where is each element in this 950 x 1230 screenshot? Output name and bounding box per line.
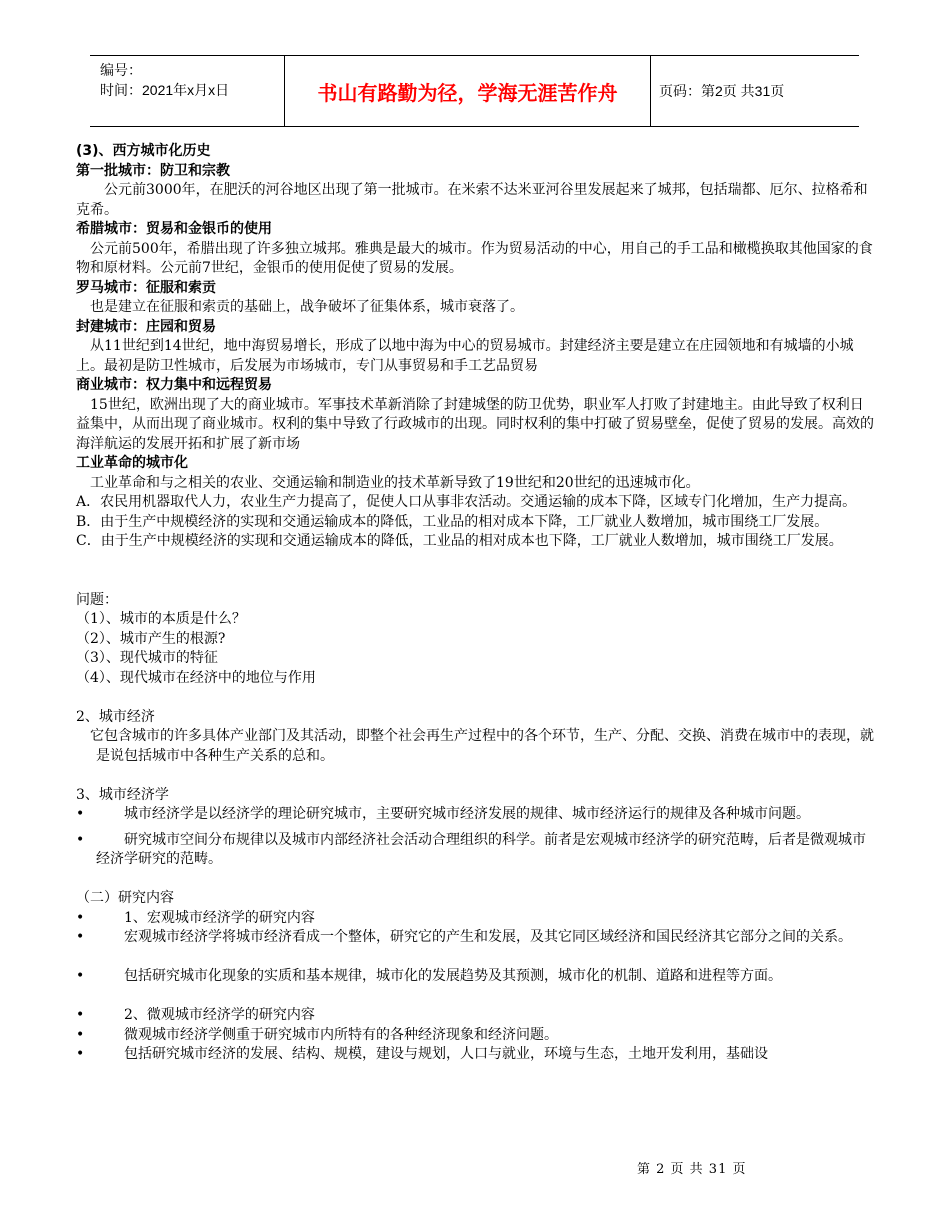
section-title: (3)、西方城市化历史	[76, 143, 211, 159]
paragraph: 公元前3000年，在肥沃的河谷地区出现了第一批城市。在米索不达米亚河谷里发展起来了城邦，包括瑞都、厄尔、拉格希和克希。	[76, 182, 868, 218]
paragraph: C．由于生产中规模经济的实现和交通运输成本的降低，工业品的相对成本也下降，工厂就业人数增加，城市围绕工厂发展。	[76, 533, 843, 549]
paragraph: 公元前500年，希腊出现了许多独立城邦。雅典是最大的城市。作为贸易活动的中心，用自己的手工品和橄榄换取其他国家的食物和原材料。公元前7世纪，金银币的使用促使了贸易的发展。	[76, 240, 873, 276]
paragraph: B．由于生产中规模经济的实现和交通运输成本的降低，工业品的相对成本下降，工厂就业人数增加，城市围绕工厂发展。	[76, 513, 829, 530]
question-item: （4）、现代城市在经济中的地位与作用	[76, 669, 316, 686]
section-heading: 3、城市经济学	[76, 786, 169, 803]
bullet-item: • 包括研究城市经济的发展、结构、规模，建设与规划，人口与就业，环境与生态，土地开发利用，基础设	[76, 1045, 876, 1065]
header-page-info: 页码：第2页 共31页	[659, 83, 785, 99]
page-footer: 第 2 页 共 31 页	[637, 1162, 747, 1177]
bullet-marker: •	[76, 1046, 85, 1062]
section-heading: （二）研究内容	[76, 890, 174, 906]
subheading: 封建城市：庄园和贸易	[76, 318, 216, 335]
page-header	[90, 55, 859, 127]
subheading: 商业城市：权力集中和远程贸易	[76, 377, 272, 393]
question-item: （2）、城市产生的根源?	[76, 630, 226, 647]
bullet-item: • 研究城市空间分布规律以及城市内部经济社会活动合理组织的科学。前者是宏观城市经济学的研究范畴，后者是微观城市经济学研究的范畴。	[76, 831, 876, 870]
bullet-item: • 包括研究城市化现象的实质和基本规律，城市化的发展趋势及其预测，城市化的机制、道路和进程等方面。	[76, 967, 876, 987]
bullet-marker: •	[76, 1026, 85, 1043]
paragraph: 它包含城市的许多具体产业部门及其活动，即整个社会再生产过程中的各个环节，生产、分配、交换、消费在城市中的表现，就是说包括城市中各种生产关系的总和。	[90, 728, 874, 764]
subheading: 罗马城市：征服和索贡	[76, 279, 216, 296]
header-motto: 书山有路勤为径，学海无涯苦作舟	[285, 56, 651, 126]
document-number-label: 编号：	[100, 62, 142, 78]
paragraph: 工业革命和与之相关的农业、交通运输和制造业的技术革新导致了19世纪和20世纪的迅速城市化。	[90, 474, 700, 491]
paragraph: A．农民用机器取代人力，农业生产力提高了，促使人口从事非农活动。交通运输的成本下降，区域专门化增加，生产力提高。	[76, 494, 857, 510]
question-item: （3）、现代城市的特征	[76, 650, 218, 666]
bullet-marker: •	[76, 806, 85, 822]
document-body	[76, 142, 876, 1065]
bullet-marker: •	[76, 929, 85, 945]
bullet-item: • 宏观城市经济学将城市经济看成一个整体，研究它的产生和发展，及其它同区域经济和国民经济其它部分之间的关系。	[76, 928, 876, 948]
bullet-marker: •	[76, 1007, 85, 1023]
question-item: （1）、城市的本质是什么？	[76, 611, 246, 627]
subheading: 第一批城市：防卫和宗教	[76, 162, 230, 179]
document-time: 时间：2021年x月x日	[100, 82, 230, 98]
paragraph: 从11世纪到14世纪，地中海贸易增长，形成了以地中海为中心的贸易城市。封建经济主要是建立在庄园领地和有城墙的小城上。最初是防卫性城市，后发展为市场城市，专门从事贸易和手工艺品贸易	[76, 338, 854, 374]
bullet-marker: •	[76, 968, 85, 984]
subheading: 希腊城市：贸易和金银币的使用	[76, 221, 272, 237]
paragraph: 也是建立在征服和索贡的基础上，战争破坏了征集体系，城市衰落了。	[90, 299, 524, 315]
bullet-marker: •	[76, 831, 85, 848]
questions-title: 问题：	[76, 591, 118, 608]
subheading: 工业革命的城市化	[76, 455, 188, 471]
bullet-item: • 2、微观城市经济学的研究内容	[76, 1006, 876, 1026]
section-heading: 2、城市经济	[76, 708, 155, 725]
header-meta	[90, 56, 285, 126]
bullet-item: • 1、宏观城市经济学的研究内容	[76, 909, 876, 929]
paragraph: 15世纪，欧洲出现了大的商业城市。军事技术革新消除了封建城堡的防卫优势，职业军人打败了封建地主。由此导致了权利日益集中，从而出现了商业城市。权利的集中导致了行政城市的出现。同时权利的集中打破了贸易壁垒，促使了贸易的发展。高效的海洋航运的发展开拓和扩展了新市场	[76, 396, 874, 452]
bullet-marker: •	[76, 909, 85, 926]
bullet-item: • 城市经济学是以经济学的理论研究城市，主要研究城市经济发展的规律、城市经济运行的规律及各种城市问题。	[76, 805, 876, 825]
bullet-item: • 微观城市经济学侧重于研究城市内所特有的各种经济现象和经济问题。	[76, 1026, 876, 1046]
